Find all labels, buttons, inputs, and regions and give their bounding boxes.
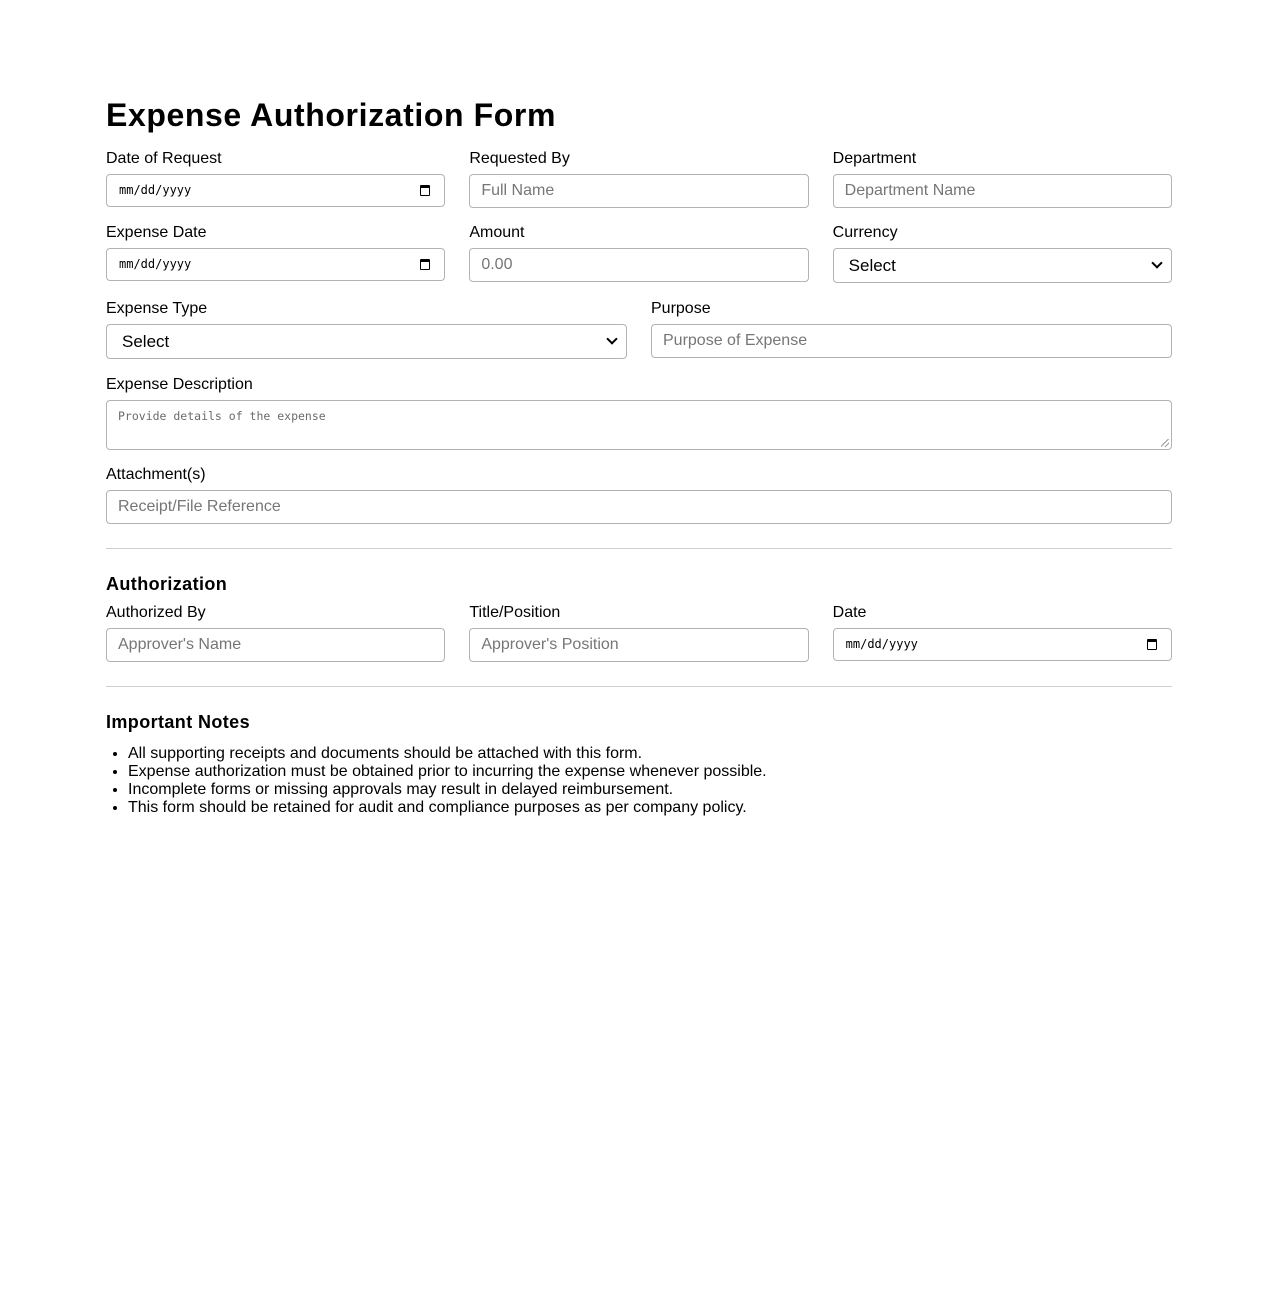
important-notes-heading: Important Notes [106,712,251,732]
section-divider [106,686,1172,687]
list-item: • This form should be retained for audit and compliance purposes as per company policy. [128,799,1172,817]
currency-label: Currency [832,224,898,241]
currency-selected-value: Select [848,256,896,275]
expense-type-label: Expense Type [106,300,208,317]
purpose-field [651,300,1172,359]
authorization-date-label: Date [832,604,867,621]
title-position-input[interactable] [469,628,808,662]
form-row-type-purpose [106,300,1172,359]
authorization-heading: Authorization [106,574,228,594]
expense-description-placeholder: Provide details of the expense [118,409,326,423]
requested-by-field [469,150,808,208]
title-position-label: Title/Position [469,604,561,621]
important-notes-list [106,745,1172,817]
section-divider [106,548,1172,549]
expense-description-field [106,376,1172,450]
date-of-request-field [106,150,445,208]
purpose-label: Purpose [651,300,711,317]
list-item: • Incomplete forms or missing approvals may result in delayed reimbursement. [128,781,1172,799]
department-field [833,150,1172,208]
resize-grip-icon[interactable] [1161,439,1169,447]
list-item: • Expense authorization must be obtained prior to incurring the expense whenever possible. [128,763,1172,781]
list-item: • All supporting receipts and documents should be attached with this form. [128,745,1172,763]
expense-date-label: Expense Date [106,224,207,241]
purpose-input[interactable] [651,324,1172,358]
page-title: Expense Authorization Form [106,97,557,133]
authorization-date-input[interactable] [833,628,1172,661]
expense-description-textarea[interactable] [106,400,1172,450]
expense-type-selected-value: Select [122,332,170,351]
expense-type-field [106,300,627,359]
date-of-request-input[interactable] [106,174,445,207]
form-row-request [106,150,1172,208]
amount-label: Amount [469,224,525,241]
date-of-request-value: mm/dd/yyyy [119,183,192,197]
currency-field [833,224,1172,283]
attachments-label: Attachment(s) [106,466,206,483]
requested-by-label: Requested By [469,150,570,167]
authorization-date-value: mm/dd/yyyy [845,637,918,651]
authorization-date-field [833,604,1172,662]
title-position-field [469,604,808,662]
expense-date-field [106,224,445,283]
amount-input[interactable] [469,248,808,282]
authorized-by-input[interactable] [106,628,445,662]
attachments-field [106,466,1172,524]
authorized-by-field [106,604,445,662]
currency-select[interactable] [833,248,1172,283]
amount-field [469,224,808,283]
expense-authorization-form [106,95,1172,817]
requested-by-input[interactable] [469,174,808,208]
expense-date-value: mm/dd/yyyy [119,257,192,271]
department-label: Department [832,150,917,167]
department-input[interactable] [833,174,1172,208]
calendar-icon[interactable] [1147,639,1157,650]
calendar-icon[interactable] [420,259,430,270]
authorized-by-label: Authorized By [106,604,206,621]
chevron-down-icon [1151,257,1162,268]
calendar-icon[interactable] [420,185,430,196]
date-of-request-label: Date of Request [106,150,222,167]
chevron-down-icon [606,333,617,344]
attachments-input[interactable] [106,490,1172,524]
authorization-row [106,604,1172,662]
expense-description-label: Expense Description [106,376,253,393]
expense-type-select[interactable] [106,324,627,359]
expense-date-input[interactable] [106,248,445,281]
form-row-expense [106,224,1172,283]
